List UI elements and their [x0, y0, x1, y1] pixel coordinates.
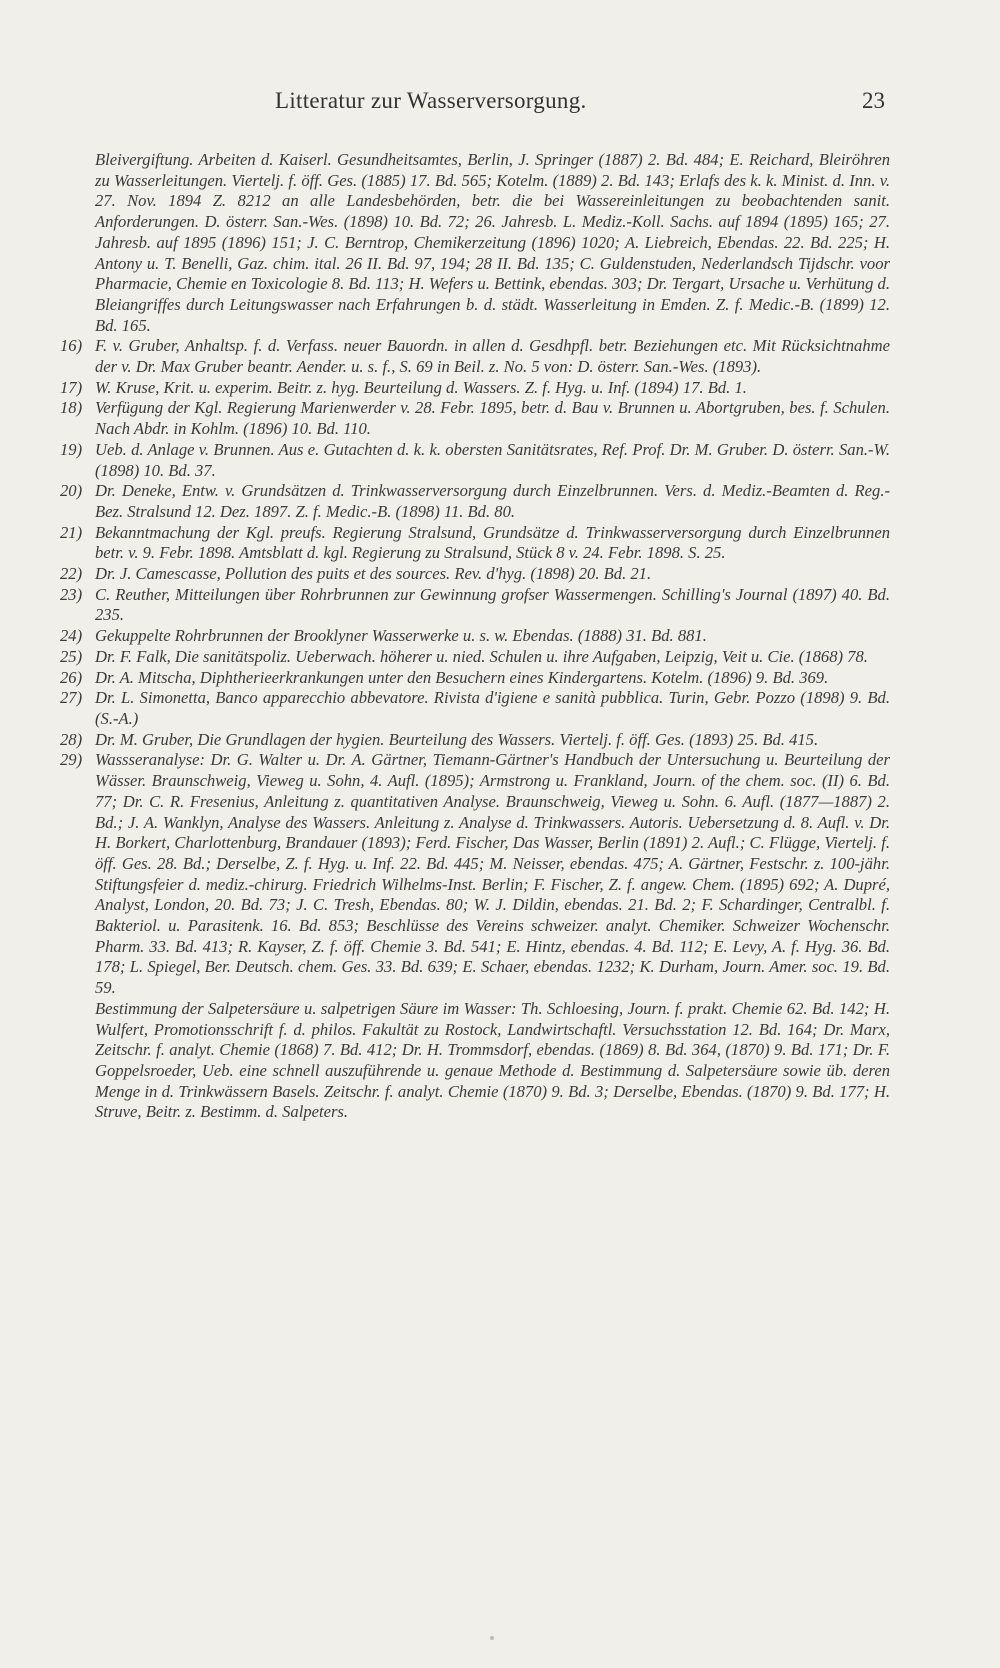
entry-number: 19)	[60, 439, 83, 459]
entry-text: Dr. J. Camescasse, Pollution des puits et des sources. Rev. d'hyg. (1898) 20. Bd. 21.	[95, 564, 652, 584]
bibliography-entry	[60, 336, 890, 377]
bibliography-entries	[60, 336, 890, 1123]
print-speck	[490, 1636, 494, 1640]
bibliography-intro	[95, 150, 890, 336]
entry-text: Verfügung der Kgl. Regierung Marienwerder v. 28. Febr. 1895, betr. d. Bau v. Brunnen u. Abortgruben, bes. f. Schulen. Nach Abdr. in Kohlm. (1896) 10. Bd. 110.	[95, 398, 890, 439]
bibliography-entry	[60, 750, 890, 998]
entry-text: Bestimmung der Salpetersäure u. salpetrigen Säure im Wasser: Th. Schloesing, Journ. f. prakt. Chemie 62. Bd. 142; H. Wulfert, Promotionsschrift f. d. philos. Fakultät zu Rostock, Landwirtschaftl. Versuchsstation 12. Bd. 164; Dr. Marx, Zeitschr. f. analyt. Chemie (1868) 7. Bd. 412; Dr. H. Trommsdorf, ebendas. (1869) 8. Bd. 364, (1870) 9. Bd. 171; Dr. F. Goppelsroeder, Ueb. eine schnell auszuführende u. genaue Methode d. Bestimmung d. Salpetersäure sowie üb. deren Menge in d. Trinkwässern Basels. Zeitschr. f. analyt. Chemie (1870) 9. Bd. 3; Derselbe, Ebendas. (1870) 9. Bd. 177; H. Struve, Beitr. z. Bestimm. d. Salpeters.	[95, 998, 890, 1122]
entry-text: Dr. A. Mitscha, Diphtherieerkrankungen unter den Besuchern eines Kindergartens. Kotelm. (1896) 9. Bd. 369.	[95, 667, 829, 687]
entry-text: F. v. Gruber, Anhaltsp. f. d. Verfass. neuer Bauordn. in allen d. Gesdhpfl. betr. Beziehungen etc. Mit Rücksichtnahme der v. Dr. Max Gruber beantr. Aender. u. s. f., S. 69 in Beil. z. No. 5 von: D. österr. San.-Wes. (1893).	[95, 336, 890, 377]
entry-number: 16)	[60, 336, 83, 356]
bibliography-entry	[60, 647, 890, 668]
entry-number: 20)	[60, 481, 83, 501]
entry-text: Bekanntmachung der Kgl. preufs. Regierung Stralsund, Grundsätze d. Trinkwasserversorgung durch Einzelbrunnen betr. v. 9. Febr. 1898. Amtsblatt d. kgl. Regierung zu Stralsund, Stück 8 v. 24. Febr. 1898. S. 25.	[95, 522, 890, 563]
entry-text: Wassseranalyse: Dr. G. Walter u. Dr. A. Gärtner, Tiemann-Gärtner's Handbuch der Untersuchung u. Beurteilung der Wässer. Braunschweig, Vieweg u. Sohn, 4. Aufl. (1895); Armstrong u. Frankland, Journ. of the chem. soc. (II) 6. Bd. 77; Dr. C. R. Fresenius, Anleitung z. quantitativen Analyse. Braunschweig, Vieweg u. Sohn. 6. Aufl. (1877—1887) 2. Bd.; J. A. Wanklyn, Analyse des Wassers. Anleitung z. Analyse d. Trinkwassers. Autoris. Uebersetzung d. 8. Aufl. v. Dr. H. Borkert, Charlottenburg, Brandauer (1893); Ferd. Fischer, Das Wasser, Berlin (1891) 2. Aufl.; C. Flügge, Viertelj. f. öff. Ges. 28. Bd.; Derselbe, Z. f. Hyg. u. Inf. 22. Bd. 445; M. Neisser, ebendas. 475; A. Gärtner, Festschr. z. 100-jähr. Stiftungsfeier d. mediz.-chirurg. Friedrich Wilhelms-Inst. Berlin; F. Fischer, Z. f. angew. Chem. (1895) 692; A. Dupré, Analyst, London, 20. Bd. 73; J. C. Tresh, Ebendas. 80; W. J. Dildin, ebendas. 21. Bd. 2; F. Schardinger, Centralbl. f. Bakteriol. u. Parasitenk. 16. Bd. 853; Beschlüsse des Vereins schweizer. analyt. Chemiker. Schweizer Wochenschr. Pharm. 33. Bd. 413; R. Kayser, Z. f. öff. Chemie 3. Bd. 541; E. Hintz, ebendas. 4. Bd. 112; E. Levy, A. f. Hyg. 36. Bd. 178; L. Spiegel, Ber. Deutsch. chem. Ges. 33. Bd. 639; E. Schaer, ebendas. 1232; K. Durham, Journ. Amer. soc. 19. Bd. 59.	[95, 750, 890, 998]
bibliography-entry	[60, 481, 890, 522]
bibliography-entry	[60, 378, 890, 399]
entry-text: W. Kruse, Krit. u. experim. Beitr. z. hyg. Beurteilung d. Wassers. Z. f. Hyg. u. Inf. (1894) 17. Bd. 1.	[95, 377, 747, 397]
entry-number: 17)	[60, 377, 83, 397]
intro-text: Bleivergiftung. Arbeiten d. Kaiserl. Gesundheitsamtes, Berlin, J. Springer (1887) 2. Bd. 484; E. Reichard, Bleiröhren zu Wasserleitungen. Viertelj. f. öff. Ges. (1885) 17. Bd. 565; Kotelm. (1889) 2. Bd. 143; Erlafs des k. k. Minist. d. Inn. v. 27. Nov. 1894 Z. 8212 an alle Landesbehörden, betr. die bei Wassereinleitungen zu beobachtenden sanit. Anforderungen. D. österr. San.-Wes. (1898) 10. Bd. 72; 26. Jahresb. L. Mediz.-Koll. Sachs. auf 1894 (1895) 165; 27. Jahresb. auf 1895 (1896) 151; J. C. Berntrop, Chemikerzeitung (1896) 1020; A. Liebreich, Ebendas. 22. Bd. 225; H. Antony u. T. Benelli, Gaz. chim. ital. 26 II. Bd. 97, 194; 28 II. Bd. 135; C. Guldenstuden, Nederlandsch Tijdschr. voor Pharmacie, Chemie en Toxicologie 8. Bd. 113; H. Wefers u. Bettink, ebendas. 303; Dr. Tergart, Ursache u. Verhütung d. Bleiangriffes durch Leitungswasser nach Erfahrungen b. d. städt. Wasserleitung in Emden. Z. f. Medic.-B. (1899) 12. Bd. 165.	[95, 150, 890, 335]
entry-number: 22)	[60, 564, 83, 584]
bibliography-entry	[60, 730, 890, 751]
bibliography-body	[60, 150, 890, 1123]
entry-text: Ueb. d. Anlage v. Brunnen. Aus e. Gutachten d. k. k. obersten Sanitätsrates, Ref. Prof. Dr. M. Gruber. D. österr. San.-W. (1898) 10. Bd. 37.	[95, 439, 890, 480]
entry-number: 18)	[60, 398, 83, 418]
bibliography-entry	[60, 585, 890, 626]
entry-text: Dr. F. Falk, Die sanitätspoliz. Ueberwach. höherer u. nied. Schulen u. ihre Aufgaben, Leipzig, Veit u. Cie. (1868) 78.	[95, 646, 868, 666]
entry-text: C. Reuther, Mitteilungen über Rohrbrunnen zur Gewinnung grofser Wassermengen. Schilling's Journal (1897) 40. Bd. 235.	[95, 584, 890, 625]
entry-number: 25)	[60, 646, 83, 666]
entry-number: 29)	[60, 750, 83, 770]
bibliography-entry	[60, 999, 890, 1123]
entry-number: 28)	[60, 729, 83, 749]
bibliography-entry	[60, 668, 890, 689]
entry-text: Dr. M. Gruber, Die Grundlagen der hygien. Beurteilung des Wassers. Viertelj. f. öff. Ges. (1893) 25. Bd. 415.	[95, 729, 819, 749]
bibliography-entry	[60, 564, 890, 585]
bibliography-entry	[60, 523, 890, 564]
entry-text: Dr. Deneke, Entw. v. Grundsätzen d. Trinkwasserversorgung durch Einzelbrunnen. Vers. d. Mediz.-Beamten d. Reg.-Bez. Stralsund 12. Dez. 1897. Z. f. Medic.-B. (1898) 11. Bd. 80.	[95, 481, 890, 521]
entry-number: 23)	[60, 584, 83, 604]
entry-number: 24)	[60, 626, 83, 646]
entry-text: Dr. L. Simonetta, Banco apparecchio abbevatore. Rivista d'igiene e sanità pubblica. Turin, Gebr. Pozzo (1898) 9. Bd. (S.-A.)	[95, 688, 890, 728]
page-number: 23	[862, 88, 885, 113]
entry-number: 21)	[60, 522, 83, 542]
bibliography-entry	[60, 440, 890, 481]
entry-number: 26)	[60, 667, 83, 687]
bibliography-entry	[60, 398, 890, 439]
running-title: Litteratur zur Wasserversorgung.	[275, 88, 587, 113]
page-header	[95, 88, 885, 128]
bibliography-entry	[60, 626, 890, 647]
bibliography-entry	[60, 688, 890, 729]
entry-number: 27)	[60, 688, 83, 708]
entry-text: Gekuppelte Rohrbrunnen der Brooklyner Wasserwerke u. s. w. Ebendas. (1888) 31. Bd. 881.	[95, 626, 707, 646]
